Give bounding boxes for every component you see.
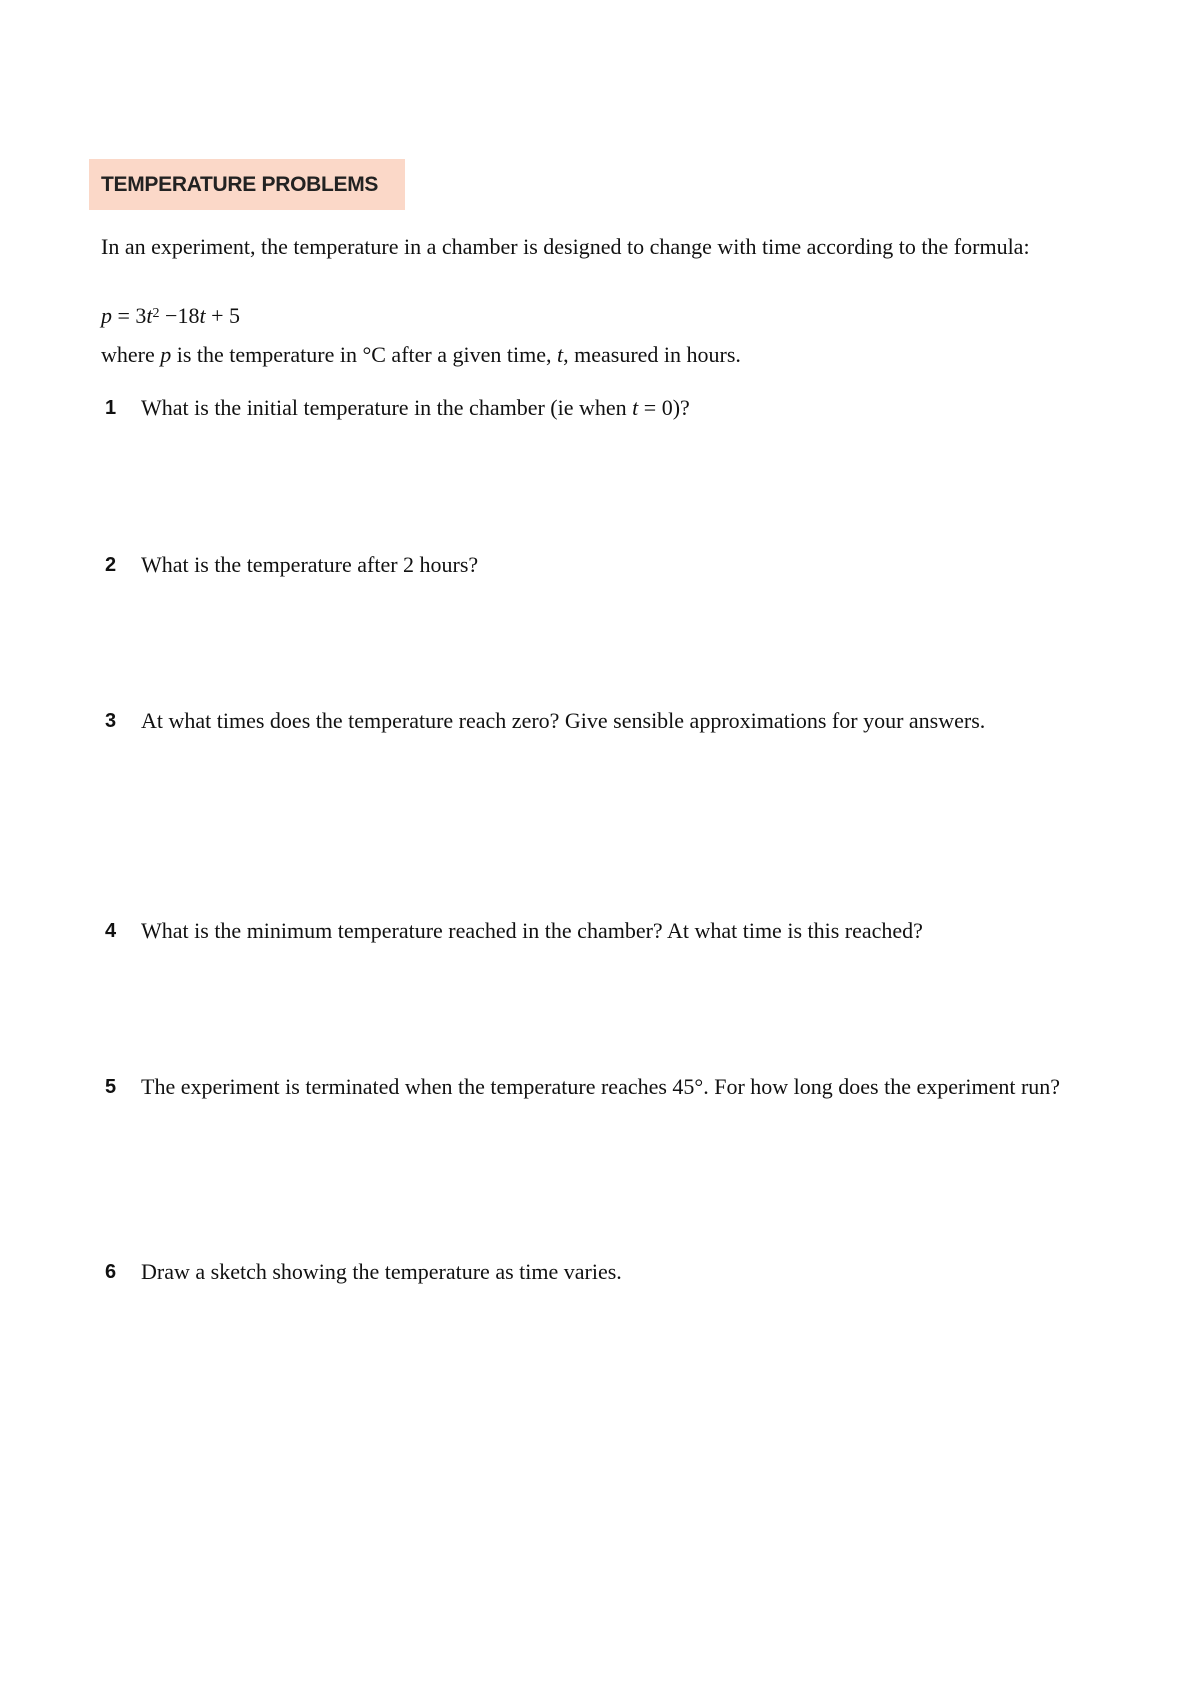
formula-eq-coef: = 3 xyxy=(112,303,147,328)
question-text: Draw a sketch showing the temperature as time varies. xyxy=(141,1259,622,1284)
question-text: The experiment is terminated when the temperature reaches 45°. For how long does the experiment run? xyxy=(141,1074,1061,1099)
question-text xyxy=(141,394,1109,422)
question-var-t: t xyxy=(632,395,639,420)
question-text: What is the temperature after 2 hours? xyxy=(141,552,479,577)
question-text: At what times does the temperature reach zero? Give sensible approximations for your answers. xyxy=(141,708,986,733)
question-6 xyxy=(101,1258,1109,1286)
intro-paragraph: In an experiment, the temperature in a chamber is designed to change with time according to the formula: xyxy=(101,234,1030,259)
question-1 xyxy=(101,394,1109,422)
question-number: 2 xyxy=(105,554,117,576)
formula-exponent: 2 xyxy=(152,306,160,321)
question-text-after: = 0)? xyxy=(638,395,690,420)
where-part3: , measured in hours. xyxy=(563,342,741,367)
question-number: 1 xyxy=(105,397,117,419)
formula-plus-part: + 5 xyxy=(205,303,241,328)
question-2 xyxy=(101,551,1109,579)
formula xyxy=(101,302,1109,330)
where-part1: where xyxy=(101,342,161,367)
question-5 xyxy=(101,1073,1109,1101)
question-number: 3 xyxy=(105,710,117,732)
page-title: TEMPERATURE PROBLEMS xyxy=(101,173,379,196)
title-banner xyxy=(89,159,405,210)
where-var-t: t xyxy=(556,342,564,367)
variable-definition xyxy=(101,341,1109,369)
where-part2: is the temperature in °C after a given time, xyxy=(171,342,557,367)
question-text-before: What is the initial temperature in the chamber (ie when xyxy=(141,395,633,420)
formula-var-t-2: t xyxy=(199,303,206,328)
formula-var-t: t xyxy=(146,303,153,328)
question-number: 6 xyxy=(105,1261,117,1283)
question-text: What is the minimum temperature reached in the chamber? At what time is this reached? xyxy=(141,918,923,943)
where-var-p: p xyxy=(160,342,172,367)
formula-minus-part: −18 xyxy=(159,303,200,328)
formula-var-p: p xyxy=(101,303,112,328)
question-number: 4 xyxy=(105,920,117,942)
question-4 xyxy=(101,917,1109,945)
question-number: 5 xyxy=(105,1076,117,1098)
question-3 xyxy=(101,707,1109,735)
